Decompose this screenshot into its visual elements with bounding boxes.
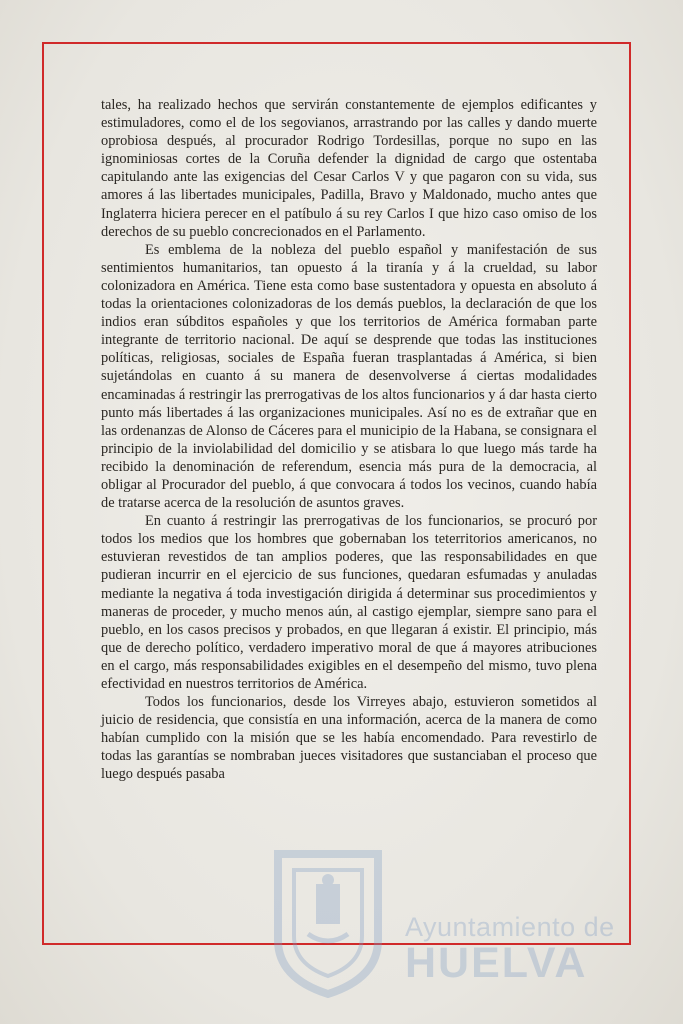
body-text bbox=[101, 96, 597, 784]
watermark-line-2: HUELVA bbox=[405, 939, 588, 987]
paragraph-1: tales, ha realizado hechos que servirán constantemente de ejemplos edificantes y estimuladores, como el de los segovianos, arrastrando por las calles y dando muerte oprobiosa después, al procurador Rodrigo Tordesillas, porque no supo en las ignominiosas cortes de la Coruña defender la dignidad de cargo que ostentaba capitulando ante las exigencias del Cesar Carlos V y que pagaron con su vida, sus amores á las libertades municipales, Padilla, Bravo y Maldonado, mucho antes que Inglaterra hiciera perecer en el patíbulo á su rey Carlos I que hizo caso omiso de los derechos de su pueblo concrecionados en el Parlamento. bbox=[101, 97, 597, 240]
paragraph-4: Todos los funcionarios, desde los Virreyes abajo, estuvieron sometidos al juicio de residencia, que consistía en una información, acerca de la manera de como habían cumplido con la misión que se les había encomendado. Para revestirlo de todas las garantías se nombraban jueces visitadores que sustanciaban el proceso que luego después pasaba bbox=[101, 694, 597, 783]
paragraph-3: En cuanto á restringir las prerrogativas de los funcionarios, se procuró por todos los medios que los hombres que gobernaban los teterritorios americanos, no estuvieran revestidos de tan amplios poderes, que las responsabilidades en que pudieran incurrir en el ejercicio de sus funciones, quedaran esfumadas y anuladas mediante la negativa á toda investigación dirigida á determinar sus procedimientos y maneras de proceder, y mucho menos aún, al castigo ejemplar, siempre sano para el pueblo, en los casos precisos y probados, en que llegaran á existir. El principio, más que de derecho político, verdadero imperativo moral de que á mayores atribuciones en el cargo, más responsabilidades exigibles en el desempeño del mismo, tuvo plena efectividad en nuestros territorios de América. bbox=[101, 513, 597, 692]
watermark-line-1: Ayuntamiento de bbox=[405, 912, 615, 942]
paragraph-2: Es emblema de la nobleza del pueblo español y manifestación de sus sentimientos humanitarios, tan opuesto á la tiranía y á la crueldad, su labor colonizadora en América. Tiene esta como base sustentadora y opuesta en absoluto á todas la orientaciones colonizadoras de los demás pueblos, la declaración de que los indios eran súbditos españoles y que los territorios de América formaban parte integrante de territorio nacional. De aquí se desprende que todas las instituciones políticas, religiosas, sociales de España fueran trasplantadas á América, si bien sujetándolas en cuanto á su manera de desenvolverse á ciertas modalidades encaminadas á restringir las prerrogativas de los altos funcionarios y á dar hasta cierto punto más libertades á las organizaciones municipales. Así no es de extrañar que en las ordenanzas de Alonso de Cáceres para el municipio de la Habana, se consignara el principio de la inviolabilidad del domicilio y se atisbara lo que luego más tarde ha recibido la denominación de referendum, esencia más pura de la democracia, al obligar al Procurador del pueblo, á que convocara á todos los vecinos, cuando había de tratarse acerca de la resolución de asuntos graves. bbox=[101, 241, 597, 512]
